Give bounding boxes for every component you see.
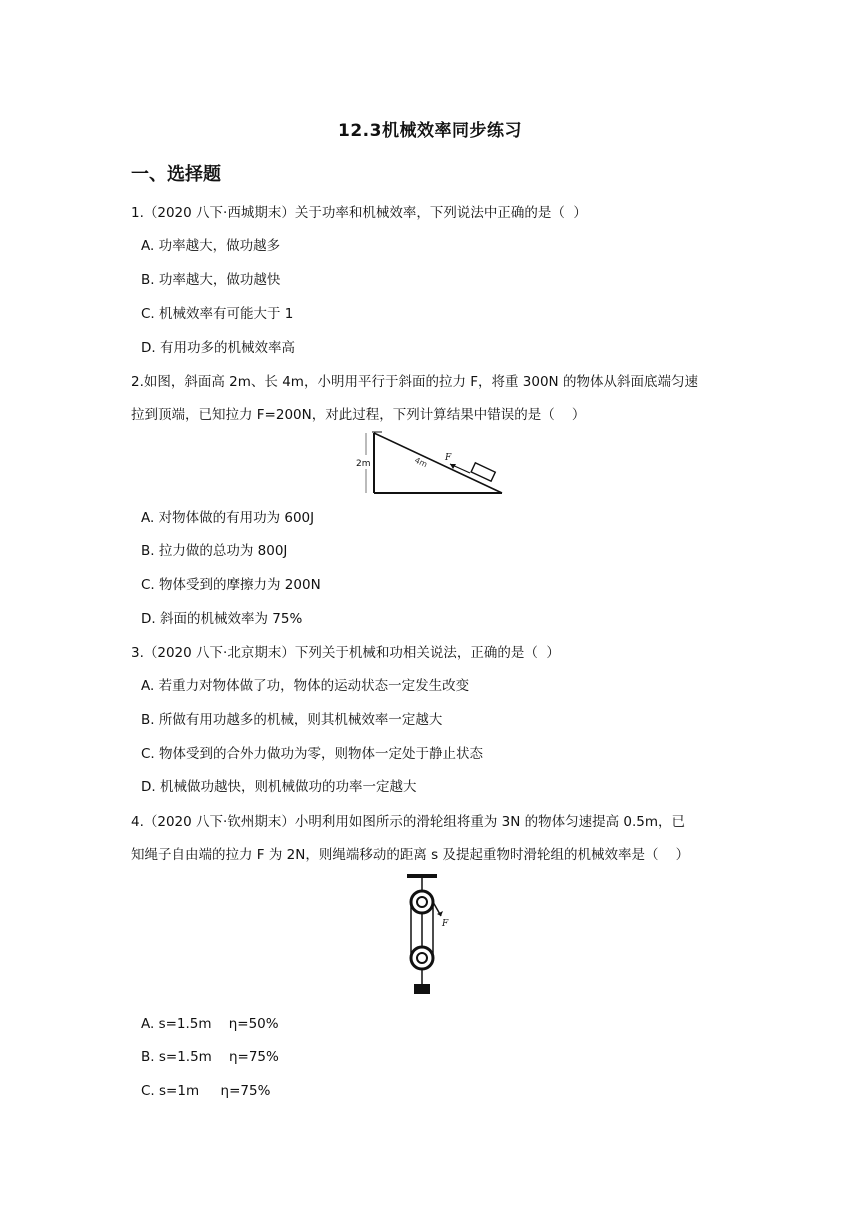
question-2-stem-line-2: 拉到顶端，已知拉力 F=200N，对此过程，下列计算结果中错误的是（ ） [131, 407, 586, 423]
document-title: 12.3机械效率同步练习 [338, 121, 522, 141]
weight-block [414, 984, 430, 994]
block [471, 463, 495, 481]
question-1-option-d: D. 有用功多的机械效率高 [141, 340, 295, 356]
question-3-option-d: D. 机械做功越快，则机械做功的功率一定越大 [141, 779, 417, 795]
question-4-stem-line-1: 4.（2020 八下·钦州期末）小明利用如图所示的滑轮组将重为 3N 的物体匀速提高 0.5m，已 [131, 814, 685, 830]
height-label: 2m [356, 459, 371, 469]
incline-figure [352, 429, 508, 497]
question-3-stem: 3.（2020 八下·北京期末）下列关于机械和功相关说法，正确的是（ ） [131, 645, 560, 661]
question-4-option-b: B. s=1.5m η=75% [141, 1049, 279, 1065]
section-heading: 一、选择题 [131, 164, 221, 185]
question-1-option-b: B. 功率越大，做功越快 [141, 272, 281, 288]
question-3-option-c: C. 物体受到的合外力做功为零，则物体一定处于静止状态 [141, 746, 484, 762]
movable-pulley-inner [417, 953, 427, 963]
question-1-stem: 1.（2020 八下·西城期末）关于功率和机械效率，下列说法中正确的是（ ） [131, 205, 587, 221]
question-1-option-c: C. 机械效率有可能大于 1 [141, 306, 294, 322]
question-2-option-b: B. 拉力做的总功为 800J [141, 543, 288, 559]
ceiling [407, 874, 437, 878]
pulley-figure [392, 872, 452, 998]
pulley-force-label: F [442, 919, 449, 929]
incline-slope [374, 433, 502, 493]
question-2-option-a: A. 对物体做的有用功为 600J [141, 510, 315, 526]
question-2-option-c: C. 物体受到的摩擦力为 200N [141, 577, 321, 593]
question-4-option-c: C. s=1m η=75% [141, 1083, 271, 1099]
question-2-stem-line-1: 2.如图，斜面高 2m、长 4m，小明用平行于斜面的拉力 F，将重 300N 的物体从斜面底端匀速 [131, 374, 698, 390]
question-3-option-b: B. 所做有用功越多的机械，则其机械效率一定越大 [141, 712, 443, 728]
question-4-option-a: A. s=1.5m η=50% [141, 1016, 279, 1032]
fixed-pulley-inner [417, 897, 427, 907]
question-4-stem-line-2: 知绳子自由端的拉力 F 为 2N，则绳端移动的距离 s 及提起重物时滑轮组的机械效率是（ ） [131, 847, 690, 863]
question-1-option-a: A. 功率越大，做功越多 [141, 238, 281, 254]
incline-force-label: F [445, 453, 452, 463]
question-3-option-a: A. 若重力对物体做了功，物体的运动状态一定发生改变 [141, 678, 470, 694]
block-on-incline [471, 463, 495, 481]
length-label: 4m [413, 455, 429, 470]
question-2-option-d: D. 斜面的机械效率为 75% [141, 611, 303, 627]
